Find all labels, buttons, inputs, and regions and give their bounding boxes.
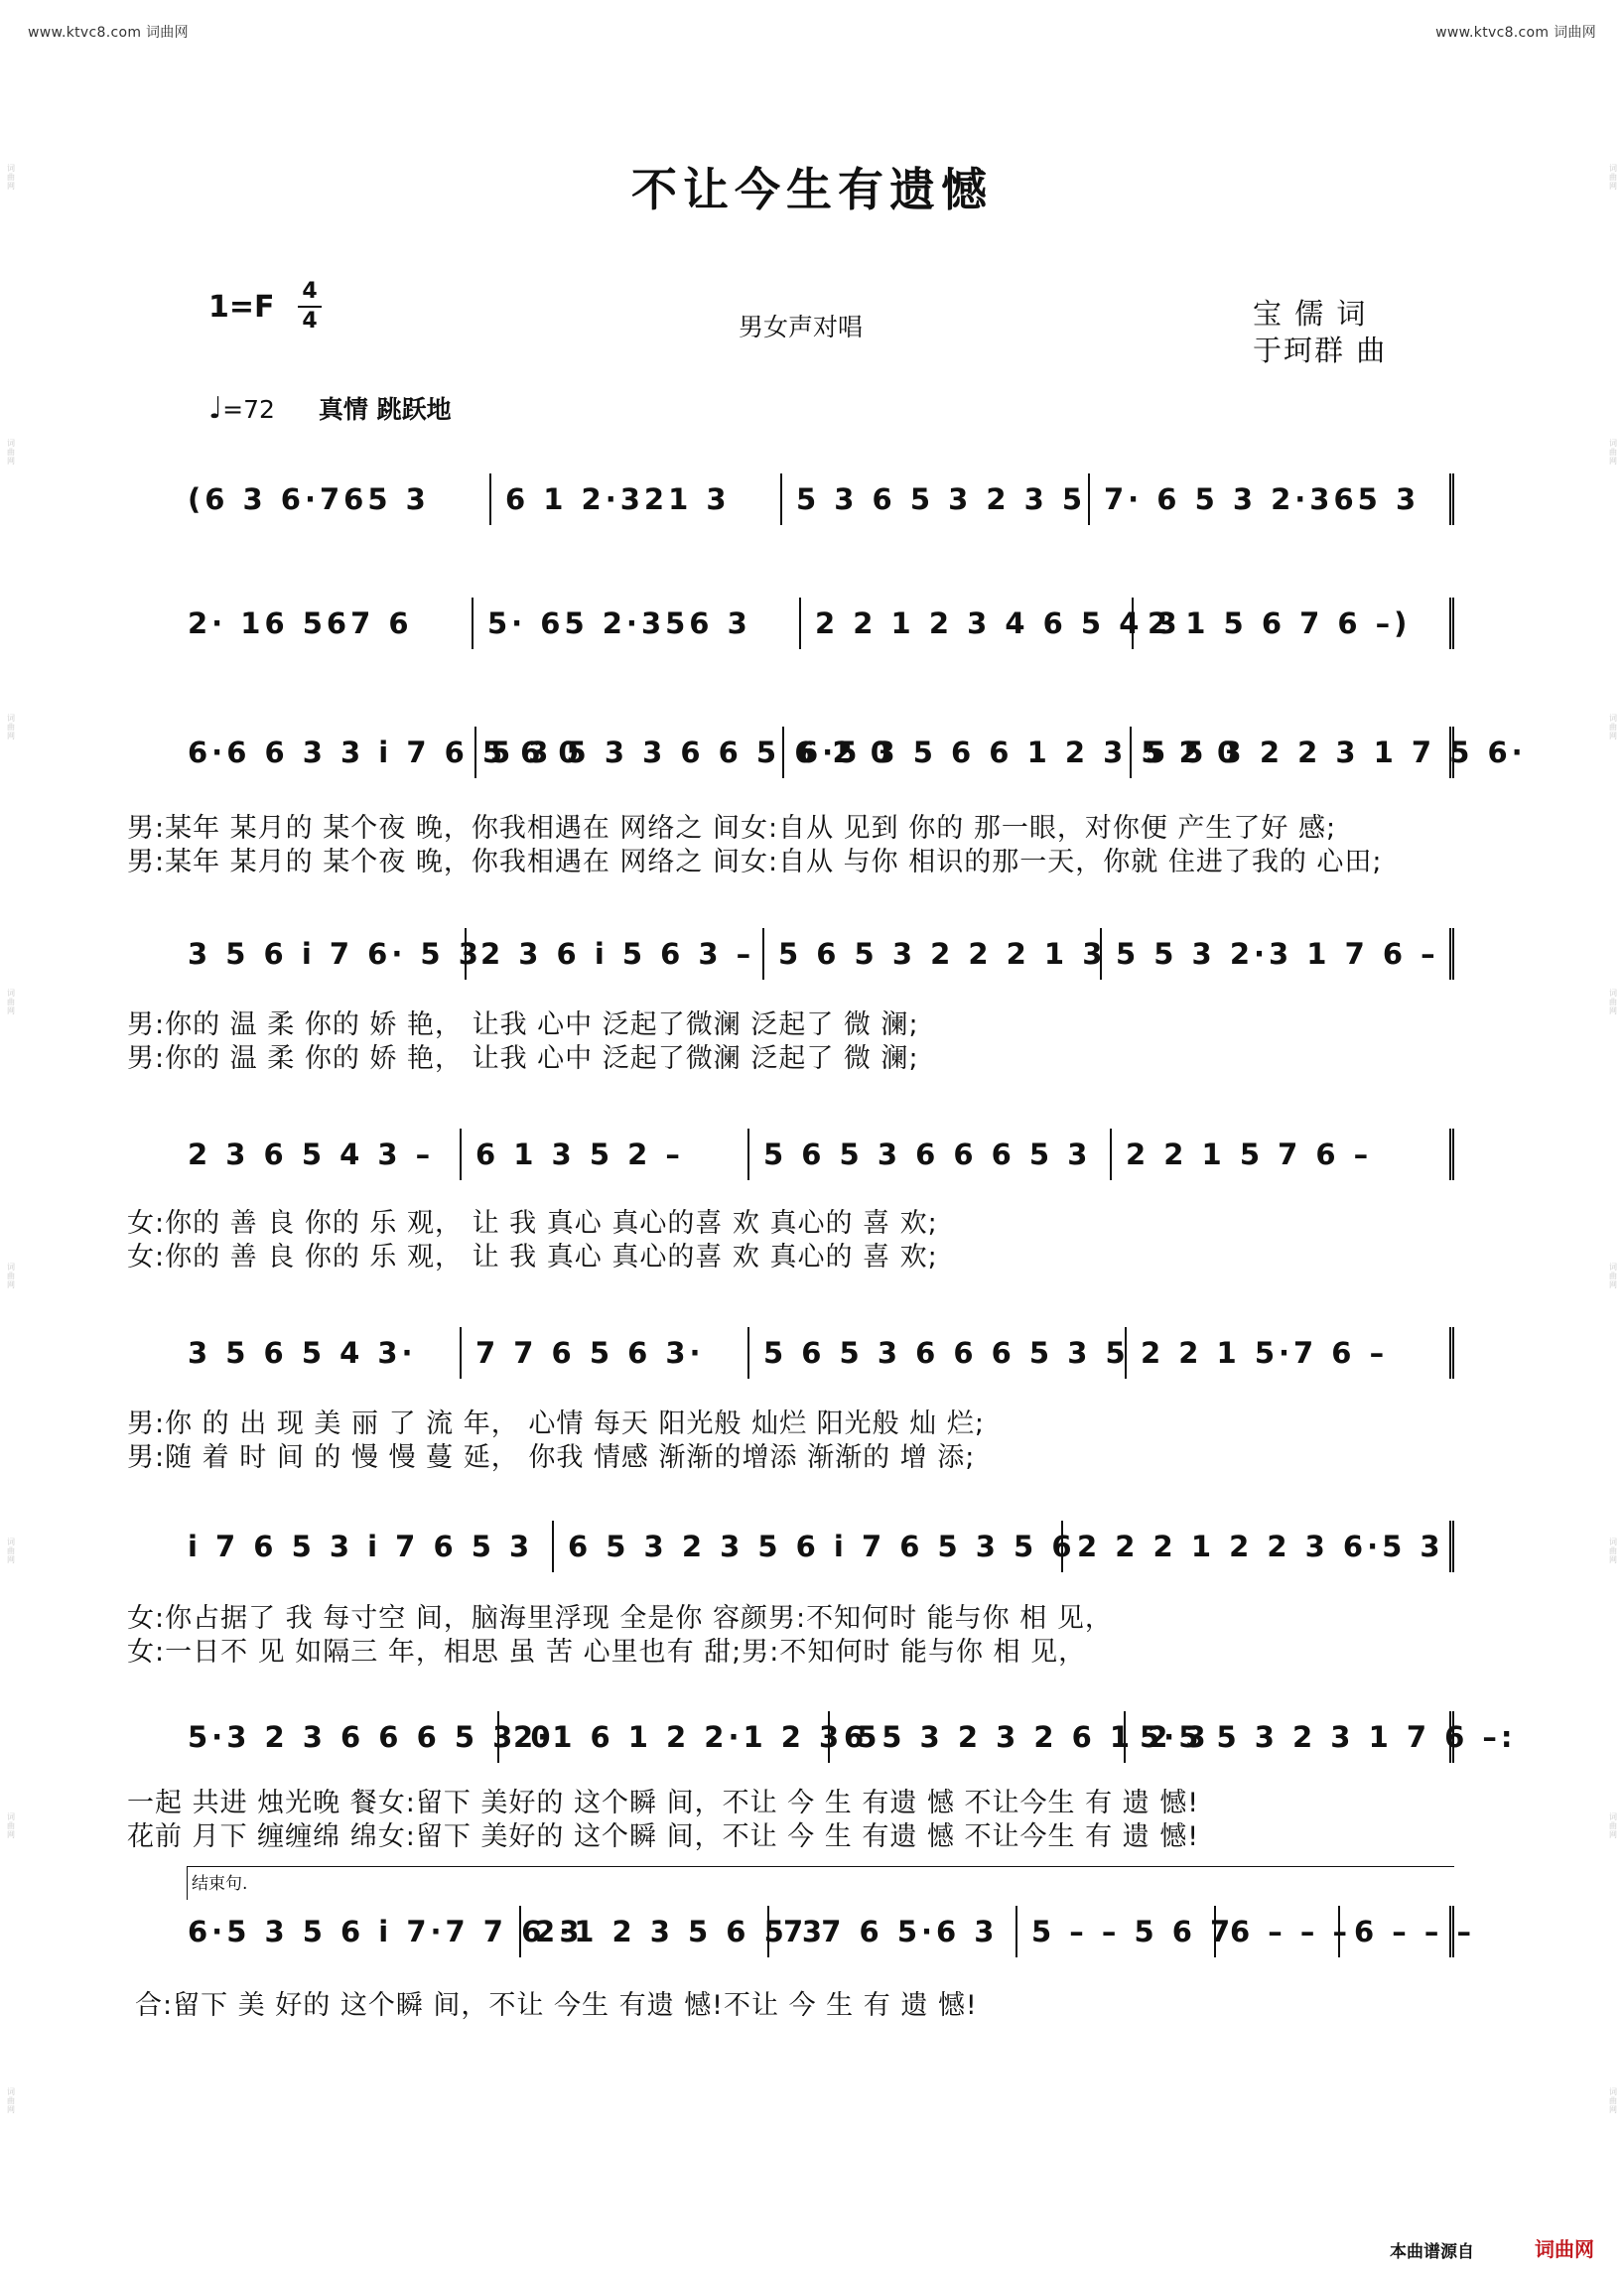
bar: 6 – – – (1216, 1904, 1340, 1959)
stave-4 (174, 926, 1454, 988)
time-signature (298, 280, 322, 334)
lyric-line: 男:某年 某月的 某个夜 晚，你我相遇在 网络之 间女:自从 与你 相识的那一天，你就 住进了我的 心田; (127, 847, 1383, 877)
bar: 6 5 3 2 3 5 6 i 7 6 5 3 5 6 (554, 1519, 1063, 1574)
bar: 5 – – 5 6 7 (1017, 1904, 1216, 1959)
lyric-line: 男:你的 温 柔 你的 娇 艳， 让我 心中 泛起了微澜 泛起了 微 澜; (127, 1009, 919, 1040)
bar: 7 7 6 5 6 3· (462, 1325, 749, 1381)
lyric-line: 女:你的 善 良 你的 乐 观， 让 我 真心 真心的喜 欢 真心的 喜 欢; (127, 1242, 938, 1273)
bar: 7 7 6 5·6 3 (769, 1904, 1017, 1959)
lyric-line: 女:你的 善 良 你的 乐 观， 让 我 真心 真心的喜 欢 真心的 喜 欢; (127, 1208, 938, 1239)
expression-mark: 真情 跳跃地 (318, 395, 452, 424)
bar: 2 2 2 1 2 2 3 6·5 3 (1063, 1519, 1454, 1574)
bar: 5 3 5 3 3 6 6 5 6 2 0 (476, 725, 784, 780)
bar: i 7 6 5 3 i 7 6 5 3 (174, 1519, 554, 1574)
bar: 3 5 6 5 4 3· (174, 1325, 462, 1381)
bar: 5· 65 2·356 3 (474, 596, 801, 651)
stave-8 (174, 1709, 1517, 1771)
lyric-line: 一起 共进 烛光晚 餐女:留下 美好的 这个瞬 间，不让 今 生 有遗 憾 不让今生 有 遗 憾! (127, 1788, 1200, 1818)
stave-5 (174, 1127, 1454, 1188)
bar: 2 2 1 2 3 4 6 5 4 3 (801, 596, 1134, 651)
composer-credit: 于珂群 曲 (1253, 334, 1388, 367)
bar: 5 6 5 3 6 6 6 5 3 5 (749, 1325, 1127, 1381)
bar: 6·5 3 5 6 i 7·7 7 6 3 (174, 1904, 521, 1959)
bar: 6·6 6 3 3 i 7 6 5 6 0 (174, 725, 476, 780)
key-signature: 1=F (208, 290, 275, 325)
lyric-line: 男:你 的 出 现 美 丽 了 流 年， 心情 每天 阳光般 灿烂 阳光般 灿 烂; (127, 1408, 985, 1439)
bar: 2 3 6 5 4 3 – (174, 1127, 462, 1182)
tempo-marking (208, 390, 452, 426)
bar: 5·3 2 3 6 6 6 5 3 0 (174, 1709, 499, 1765)
lyric-line: 女:你占据了 我 每寸空 间，脑海里浮现 全是你 容颜男:不知何时 能与你 相 见， (127, 1603, 1113, 1634)
watermark-left: www.ktvc8.com 词曲网 (28, 25, 189, 41)
quarter-note-icon: ♩ (208, 391, 223, 426)
lyric-line: 男:随 着 时 间 的 慢 慢 蔓 延， 你我 情感 渐渐的增添 渐渐的 增 添; (127, 1442, 976, 1473)
tempo-bpm: =72 (222, 395, 275, 424)
lyric-line: 花前 月下 缠缠绵 绵女:留下 美好的 这个瞬 间，不让 今 生 有遗 憾 不让今生 有 遗 憾! (127, 1821, 1200, 1852)
lyric-line: 合:留下 美 好的 这个瞬 间，不让 今生 有遗 憾!不让 今 生 有 遗 憾! (135, 1990, 978, 2021)
bar: 5·5 5 3 2 3 1 7 6 –: (1126, 1709, 1454, 1765)
bar: 2 3 6 i 5 6 3 – (467, 926, 764, 982)
lyricist-credit: 宝 儒 词 (1253, 297, 1368, 331)
credits (1253, 296, 1387, 369)
stave-9-ending (174, 1904, 1475, 1965)
bar: (6 3 6·765 3 (174, 471, 491, 527)
lyric-line: 女:一日不 见 如隔三 年，相思 虽 苦 心里也有 甜;男:不知何时 能与你 相 见， (127, 1637, 1087, 1668)
stave-1 (174, 471, 1454, 533)
stave-2 (174, 596, 1454, 657)
bar: 2 2 1 5 7 6 – (1112, 1127, 1454, 1182)
bar: 6 – – – (1340, 1904, 1454, 1959)
time-signature-top: 4 (302, 279, 318, 304)
bar: 2·1 2 3 5 6 5 3 (521, 1904, 769, 1959)
side-watermark-left: 词曲网 词曲网 词曲网 词曲网 词曲网 词曲网 词曲网 词曲网 (7, 163, 15, 2115)
stave-6 (174, 1325, 1454, 1387)
bar: 2 2 1 5·7 6 – (1127, 1325, 1454, 1381)
stave-7 (174, 1519, 1454, 1580)
time-signature-bottom: 4 (302, 309, 318, 334)
bar: 2 1 5 6 7 6 –) (1134, 596, 1454, 651)
stave-3 (174, 725, 1527, 786)
bar: 6 1 3 5 2 – (462, 1127, 749, 1182)
bar: 5 6 5 3 6 6 6 5 3 (749, 1127, 1112, 1182)
bar: 6 1 2·321 3 (491, 471, 782, 527)
site-logo[interactable]: 词曲网 (1535, 2237, 1594, 2261)
bar: 5 5 3 2 2 3 1 7 5 6· (1132, 725, 1454, 780)
watermark-right: www.ktvc8.com 词曲网 (1435, 25, 1596, 41)
bar: 2·1 6 1 2 2·1 2 3 5 (499, 1709, 830, 1765)
bar: 7· 6 5 3 2·365 3 (1090, 471, 1454, 527)
source-label: 本曲谱源自 (1390, 2242, 1474, 2262)
lyric-line: 男:某年 某月的 某个夜 晚，你我相遇在 网络之 间女:自从 见到 你的 那一眼，对你便 产生了好 感; (127, 813, 1337, 844)
side-watermark-right: 词曲网 词曲网 词曲网 词曲网 词曲网 词曲网 词曲网 词曲网 (1609, 163, 1617, 2115)
bar: 5 6 5 3 2 2 2 1 3 (764, 926, 1102, 982)
song-title: 不让今生有遗憾 (631, 163, 993, 216)
performance-note: 男女声对唱 (739, 313, 864, 341)
ending-bracket-label: 结束句. (187, 1866, 1454, 1900)
bar: 6·5 3 5 6 6 1 2 3 5 2 0 (784, 725, 1132, 780)
bar: 5 3 6 5 3 2 3 5 (782, 471, 1090, 527)
bar: 2· 16 567 6 (174, 596, 474, 651)
bar: 6 5 3 2 3 2 6 1 2 3 (830, 1709, 1126, 1765)
lyric-line: 男:你的 温 柔 你的 娇 艳， 让我 心中 泛起了微澜 泛起了 微 澜; (127, 1043, 919, 1074)
bar: 3 5 6 i 7 6· 5 3 (174, 926, 467, 982)
bar: 5 5 3 2·3 1 7 6 – (1102, 926, 1454, 982)
